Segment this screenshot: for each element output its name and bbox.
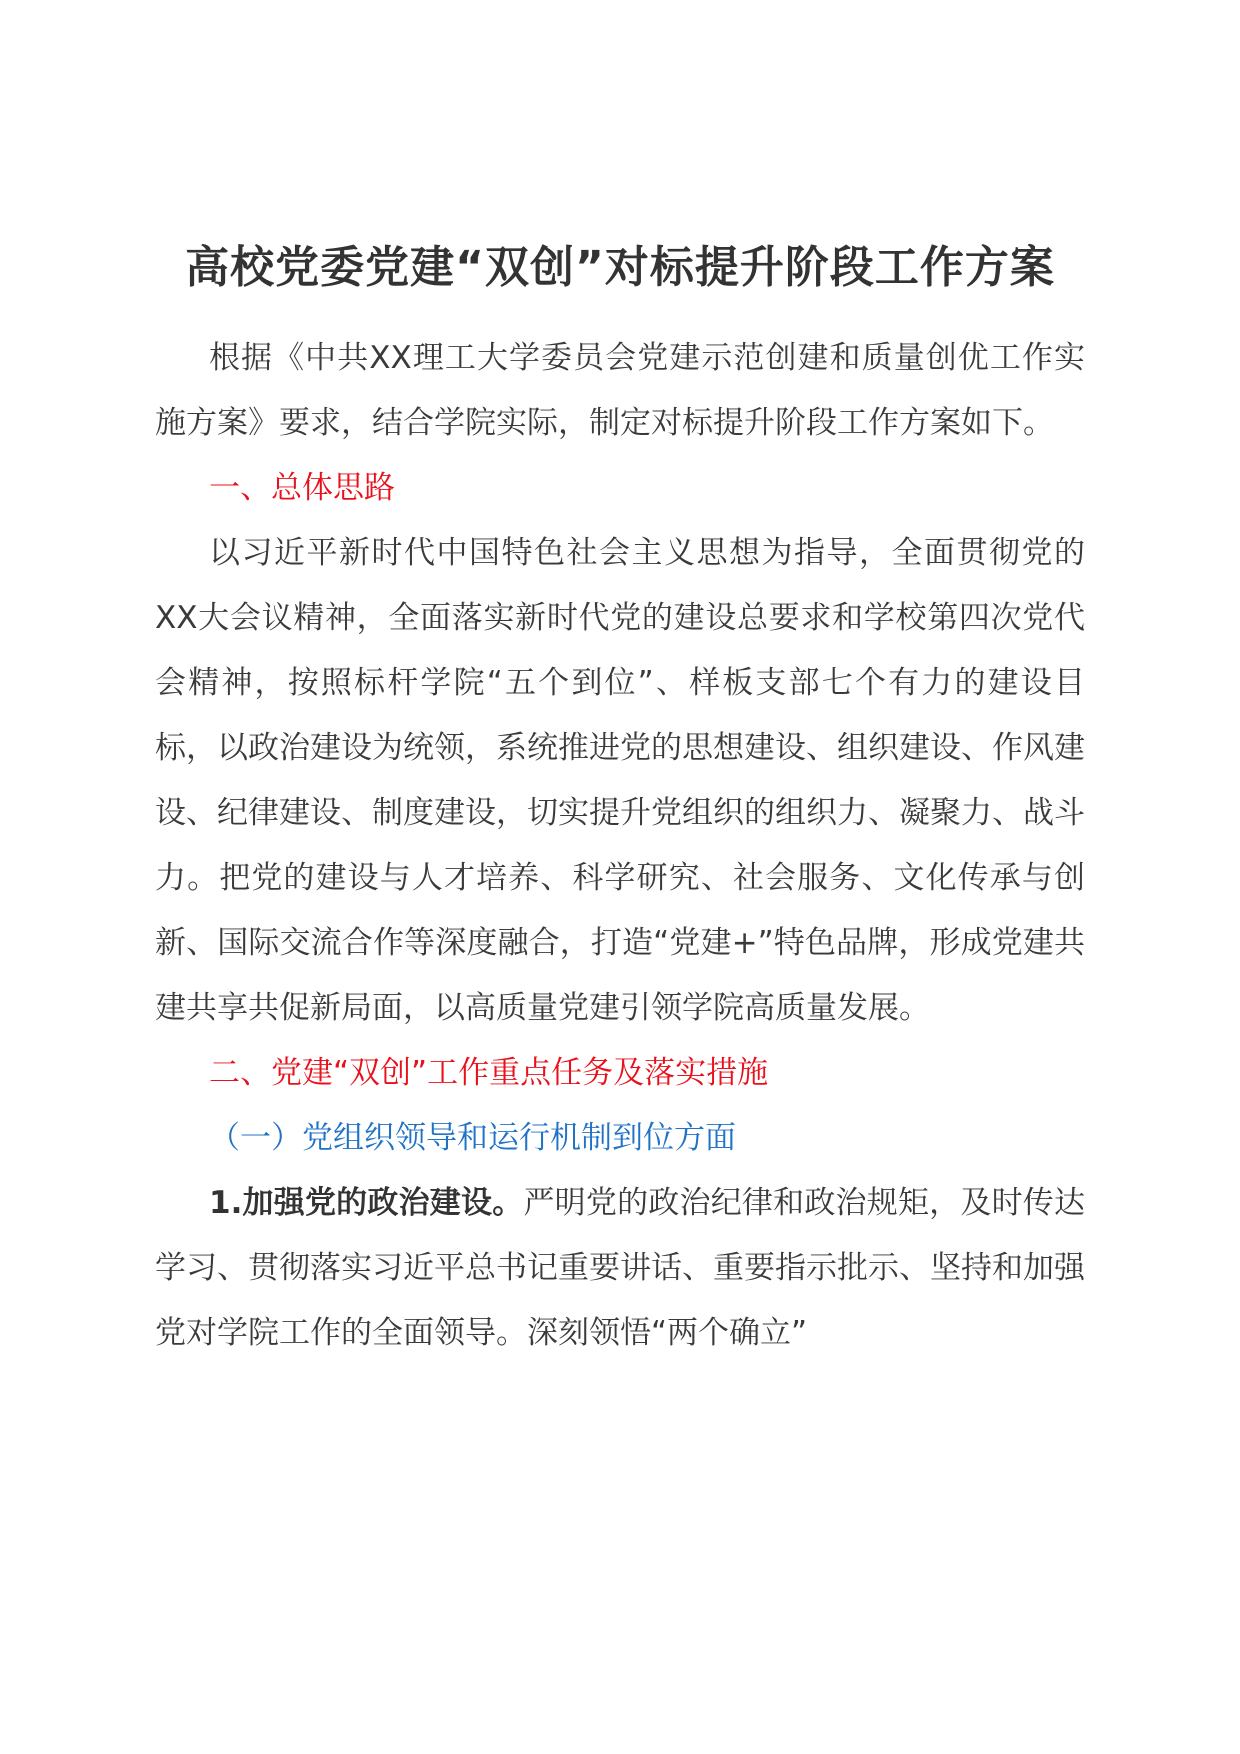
document-body xyxy=(155,326,1085,1366)
intro-paragraph: 根据《中共XX理工大学委员会党建示范创建和质量创优工作实施方案》要求，结合学院实际，制定对标提升阶段工作方案如下。 xyxy=(155,340,1085,441)
section-2-heading: 二、党建“双创”工作重点任务及落实措施 xyxy=(209,1055,769,1091)
section-1-heading: 一、总体思路 xyxy=(209,470,395,506)
item-1-lead: 1.加强党的政治建设。 xyxy=(209,1185,524,1221)
document-title: 高校党委党建“双创”对标提升阶段工作方案 xyxy=(185,242,1055,293)
item-1-paragraph xyxy=(155,1171,1085,1366)
section-1-paragraph: 以习近平新时代中国特色社会主义思想为指导，全面贯彻党的XX大会议精神，全面落实新时代党的建设总要求和学校第四次党代会精神，按照标杆学院“五个到位”、样板支部七个有力的建设目标，以政治建设为统领，系统推进党的思想建设、组织建设、作风建设、纪律建设、制度建设，切实提升党组织的组织力、凝聚力、战斗力。把党的建设与人才培养、科学研究、社会服务、文化传承与创新、国际交流合作等深度融合，打造“党建+”特色品牌，形成党建共建共享共促新局面，以高质量党建引领学院高质量发展。 xyxy=(155,535,1085,1026)
item-1-body: 严明党的政治纪律和政治规矩，及时传达学习、贯彻落实习近平总书记重要讲话、重要指示批示、坚持和加强党对学院工作的全面领导。深刻领悟“两个确立” xyxy=(155,1185,1085,1351)
section-2-subheading: （一）党组织领导和运行机制到位方面 xyxy=(209,1120,736,1156)
